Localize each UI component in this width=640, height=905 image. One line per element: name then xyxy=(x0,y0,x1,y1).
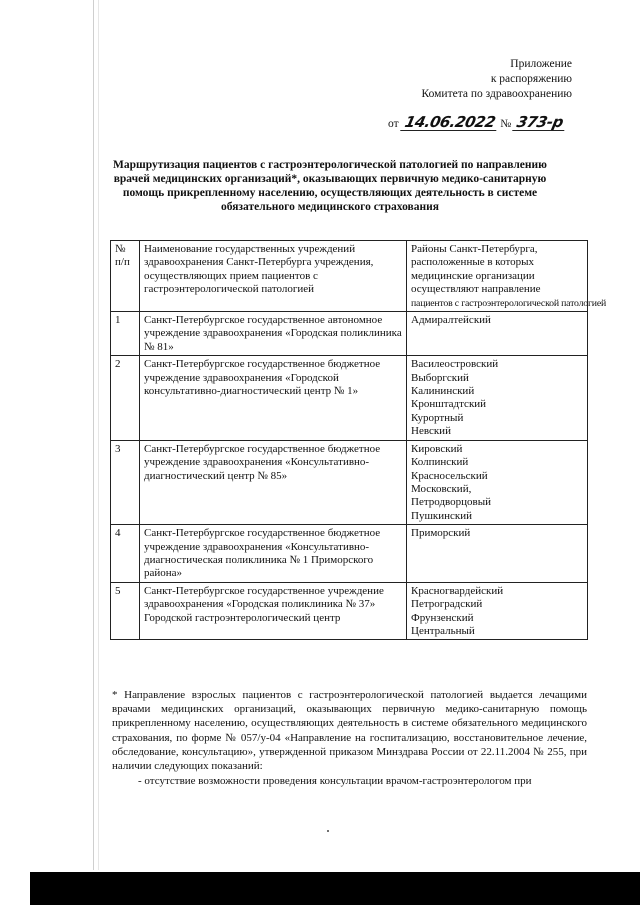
row-institution: Санкт-Петербургское государственное бюджетное учреждение здравоохранения «Консультативно-диагностическая поликлиника № 1 Приморского района» xyxy=(140,525,407,583)
order-reference xyxy=(388,114,566,131)
footnote-bullet: - отсутствие возможности проведения консультации врачом-гастроэнтерологом при xyxy=(138,775,532,788)
row-institution: Санкт-Петербургское государственное автономное учреждение здравоохранения «Городская поликлиника № 81» xyxy=(140,312,407,356)
scan-speck xyxy=(327,830,329,832)
scan-bottom-bar xyxy=(30,872,640,905)
district-item: Адмиралтейский xyxy=(411,314,491,327)
row-num: 2 xyxy=(111,356,140,440)
district-item: Кировский xyxy=(411,442,463,455)
appendix-line-1: Приложение xyxy=(510,58,572,70)
header-districts-small: пациентов с гастроэнтерологической патологией xyxy=(411,297,607,309)
scan-edge-line-secondary xyxy=(98,0,99,870)
district-item: Петроградский xyxy=(411,598,483,611)
district-item: Василеостровский xyxy=(411,358,499,371)
row-num: 3 xyxy=(111,440,140,524)
row-num: 4 xyxy=(111,525,140,583)
table-row xyxy=(111,525,588,583)
order-prefix: от xyxy=(388,118,399,130)
table-row xyxy=(111,440,588,524)
appendix-line-2: к распоряжению xyxy=(490,73,572,85)
order-number-handwritten: 373-р xyxy=(512,114,567,131)
district-item: Красногвардейский xyxy=(411,584,504,597)
table-header-row xyxy=(111,241,588,312)
district-item: Кронштадтский xyxy=(411,398,487,411)
header-institution: Наименование государственных учреждений здравоохранения Санкт-Петербурга учреждения, осуществляющих прием пациентов с гастроэнтерологической патологией xyxy=(140,241,407,312)
order-date-handwritten: 14.06.2022 xyxy=(400,114,500,131)
district-item: Приморский xyxy=(411,527,471,540)
district-item: Выборгский xyxy=(411,371,469,384)
district-item: Центральный xyxy=(411,624,475,637)
row-institution: Санкт-Петербургское государственное бюджетное учреждение здравоохранения «Городской консультативно-диагностический центр № 1» xyxy=(140,356,407,440)
row-districts xyxy=(407,582,588,640)
district-item: Невский xyxy=(411,425,451,438)
district-item: Московский, xyxy=(411,482,472,495)
appendix-line-3: Комитета по здравоохранению xyxy=(421,88,572,100)
district-item: Пушкинский xyxy=(411,509,473,522)
header-districts xyxy=(407,241,607,312)
district-item: Красносельский xyxy=(411,469,488,482)
row-num: 1 xyxy=(111,312,140,356)
district-item: Курортный xyxy=(411,411,464,424)
table-row xyxy=(111,312,588,356)
table-row xyxy=(111,356,588,440)
district-item: Петродворцовый xyxy=(411,496,492,509)
table-row xyxy=(111,582,588,640)
district-item: Фрунзенский xyxy=(411,611,474,624)
row-districts xyxy=(407,312,588,356)
district-item: Колпинский xyxy=(411,456,469,469)
routing-table xyxy=(110,240,607,640)
appendix-header xyxy=(422,57,572,102)
row-districts xyxy=(407,440,588,524)
district-item: Калининский xyxy=(411,385,475,398)
row-institution: Санкт-Петербургское государственное бюджетное учреждение здравоохранения «Консультативно-диагностический центр № 85» xyxy=(140,440,407,524)
row-districts xyxy=(407,356,588,440)
header-districts-main: Районы Санкт-Петербурга, расположенные в которых медицинские организации осуществляют направление xyxy=(411,243,541,296)
footnote-text: * Направление взрослых пациентов с гастроэнтерологической патологией выдается лечащими врачами медицинских организаций, оказывающих первичную медико-санитарную помощь прикрепленному населению, осуществляющих деятельность в системе обязательного медицинского страхования, по форме № 057/у-04 «Направление на госпитализацию, восстановительное лечение, обследование, консультацию», утвержденной приказом Минздрава России от 22.11.2004 № 255, при наличии следующих показаний: xyxy=(112,689,587,773)
row-institution: Санкт-Петербургское государственное учреждение здравоохранения «Городская поликлиника № 37» Городской гастроэнтерологический центр xyxy=(140,582,407,640)
row-num: 5 xyxy=(111,582,140,640)
scan-edge-line xyxy=(93,0,94,870)
document-title: Маршрутизация пациентов с гастроэнтерологической патологией по направлению врачей медицинских организаций*, оказывающих первичную медико-санитарную помощь прикрепленному населению, осуществляющих деятельность в системе обязательного медицинского страхования xyxy=(113,159,547,213)
header-num: № п/п xyxy=(111,241,140,312)
footnote xyxy=(112,688,587,788)
order-number-label: № xyxy=(500,118,512,130)
row-districts xyxy=(407,525,588,583)
